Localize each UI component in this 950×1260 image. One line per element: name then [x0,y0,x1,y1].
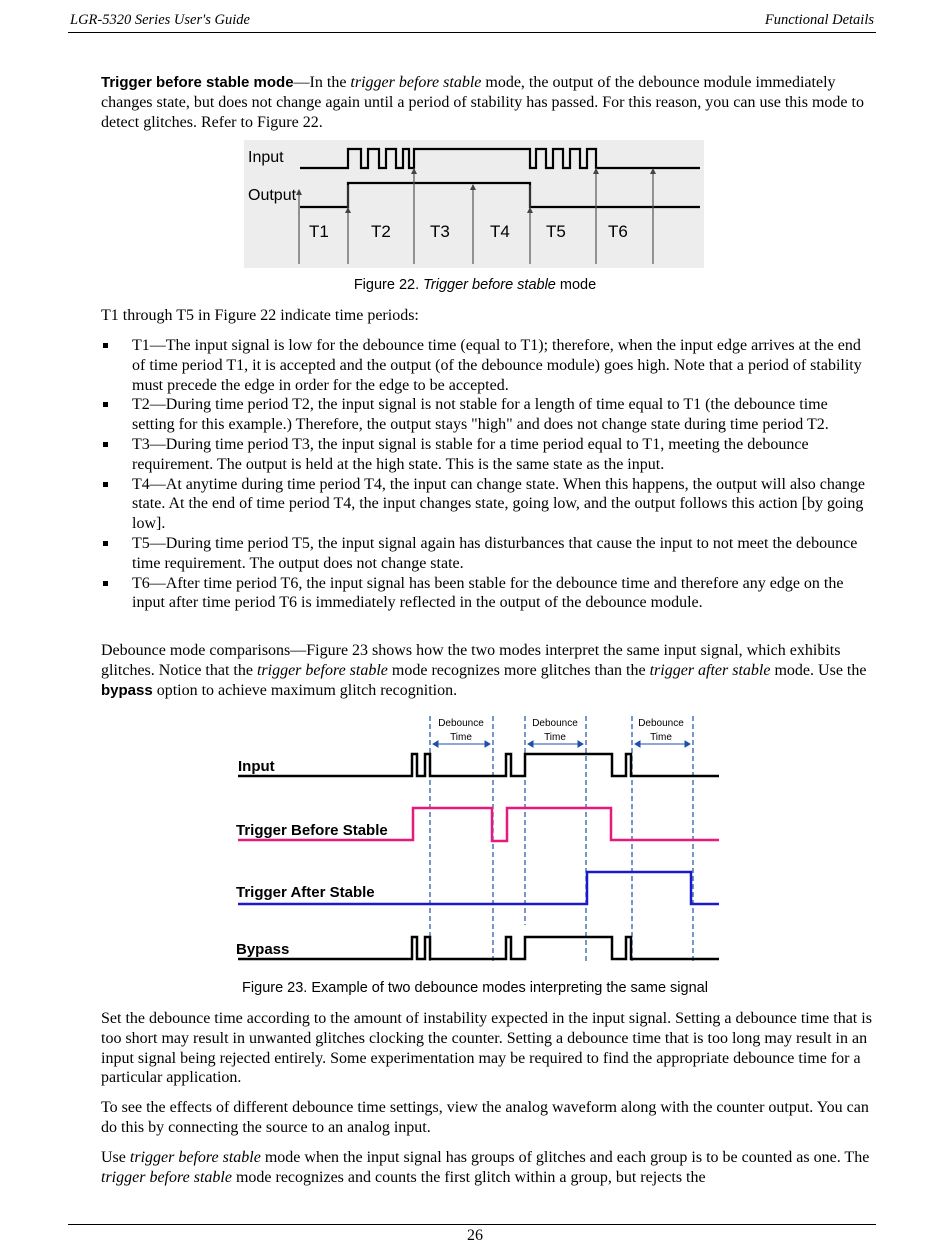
fig23-label-bypass: Bypass [236,941,290,958]
comparison-text-4: option to achieve maximum glitch recognition. [152,681,458,699]
figure-22-timing-diagram [244,140,704,268]
fig22-output-label: Output [248,187,297,204]
comparison-text-3: mode. Use the [770,661,867,679]
intro-text-1: —In the [293,74,351,91]
fig23-label-input: Input [238,758,275,775]
figure-23-timing-diagram [230,710,730,970]
fig23-debounce-label-3b: Time [650,732,672,743]
intro-lead: Trigger before stable mode [101,74,294,91]
comparison-italic-2: trigger after stable [649,661,771,679]
figure-22-caption [0,277,950,293]
usage-paragraph [101,1148,873,1188]
usage-italic-2: trigger before stable [101,1168,232,1186]
page-number: 26 [467,1227,483,1244]
period-list [101,336,873,613]
intro-paragraph [101,73,873,132]
usage-text-2: mode when the input signal has groups of glitches and each group is to be counted as one. The [260,1149,870,1166]
comparison-text-1: Debounce mode comparisons—Figure 23 shows how the two modes interpret the same input signal, which exhibits glitches. Notice that the [101,642,841,679]
figure-23-caption: Figure 23. Example of two debounce modes interpreting the same signal [242,980,708,996]
list-item: T5—During time period T5, the input signal again has disturbances that cause the input to not meet the debounce time requirement. The output does not change state. [101,534,873,574]
periods-intro: T1 through T5 in Figure 22 indicate time periods: [101,307,419,324]
fig22-period-t3: T3 [430,222,450,241]
debounce-setting-paragraph: Set the debounce time according to the amount of instability expected in the input signal. Setting a debounce time that is too short may result in unwanted glitches clocking the counter. Setting a debounce time that is too long may result in an input signal being rejected entirely. Some experimentation may be required to find the appropriate debounce time for a particular application. [101,1010,872,1087]
fig22-period-t5: T5 [546,222,566,241]
comparison-italic-1: trigger before stable [256,661,388,679]
intro-text-italic: trigger before stable [350,74,482,91]
fig22-period-t1: T1 [309,222,329,241]
list-item: T4—At anytime during time period T4, the input can change state. When this happens, the output will also change state. At the end of time period T4, the input changes state, going low, and the output follows this action [by going low]. [101,475,873,534]
page-header [68,11,876,33]
footer-divider [68,1224,876,1225]
fig22-period-t6: T6 [608,222,628,241]
fig23-label-after-stable: Trigger After Stable [236,884,375,901]
usage-text-1: Use [101,1149,130,1166]
intro-text-2: mode, the output of the debounce module immediately changes state, but does not change again until a period of stability has passed. For this reason, you can use this mode to detect glitches. Refer to Figure 22. [101,74,864,131]
comparison-bypass-term: bypass [101,681,153,699]
usage-italic-1: trigger before stable [129,1149,261,1166]
list-item: T2—During time period T2, the input signal is not stable for a length of time equal to T1 (the debounce time setting for this example.) Therefore, the output stays "high" and does not change state during time period T2. [101,395,873,435]
list-item: T1—The input signal is low for the debounce time (equal to T1); therefore, when the input edge arrives at the end of time period T1, it is accepted and the output (of the debounce module) goes high. Note that a period of stability must precede the edge in order for the edge to be accepted. [101,336,873,395]
comparison-paragraph [101,641,873,700]
fig22-caption-suffix: mode [555,277,597,293]
fig22-caption-italic: Trigger before stable [423,277,556,293]
list-item: T6—After time period T6, the input signal has been stable for the debounce time and therefore any edge on the input after time period T6 is immediately reflected in the output of the debounce module. [101,574,873,614]
fig23-bypass-wave [238,937,719,959]
fig22-caption-prefix: Figure 22. [353,277,424,293]
fig23-debounce-label-1a: Debounce [438,718,484,729]
header-section-title: Functional Details [764,12,874,28]
usage-text-3: mode recognizes and counts the first glitch within a group, but rejects the [231,1168,706,1186]
fig23-debounce-label-1b: Time [450,732,472,743]
fig22-period-t2: T2 [371,222,391,241]
fig22-input-label: Input [248,149,284,166]
fig23-label-before-stable: Trigger Before Stable [236,822,388,839]
comparison-text-2: mode recognizes more glitches than the [387,661,650,679]
list-item: T3—During time period T3, the input signal is stable for a time period equal to T1, meeting the debounce requirement. The output is held at the high state. This is the same state as the input. [101,435,873,475]
fig23-debounce-label-3a: Debounce [638,718,684,729]
header-doc-title: LGR-5320 Series User's Guide [70,12,250,28]
fig23-debounce-label-2b: Time [544,732,566,743]
fig23-input-wave [238,754,719,776]
fig23-debounce-label-2a: Debounce [532,718,578,729]
analog-waveform-paragraph: To see the effects of different debounce time settings, view the analog waveform along with the counter output. You can do this by connecting the source to an analog input. [101,1099,869,1136]
fig22-period-t4: T4 [490,222,510,241]
